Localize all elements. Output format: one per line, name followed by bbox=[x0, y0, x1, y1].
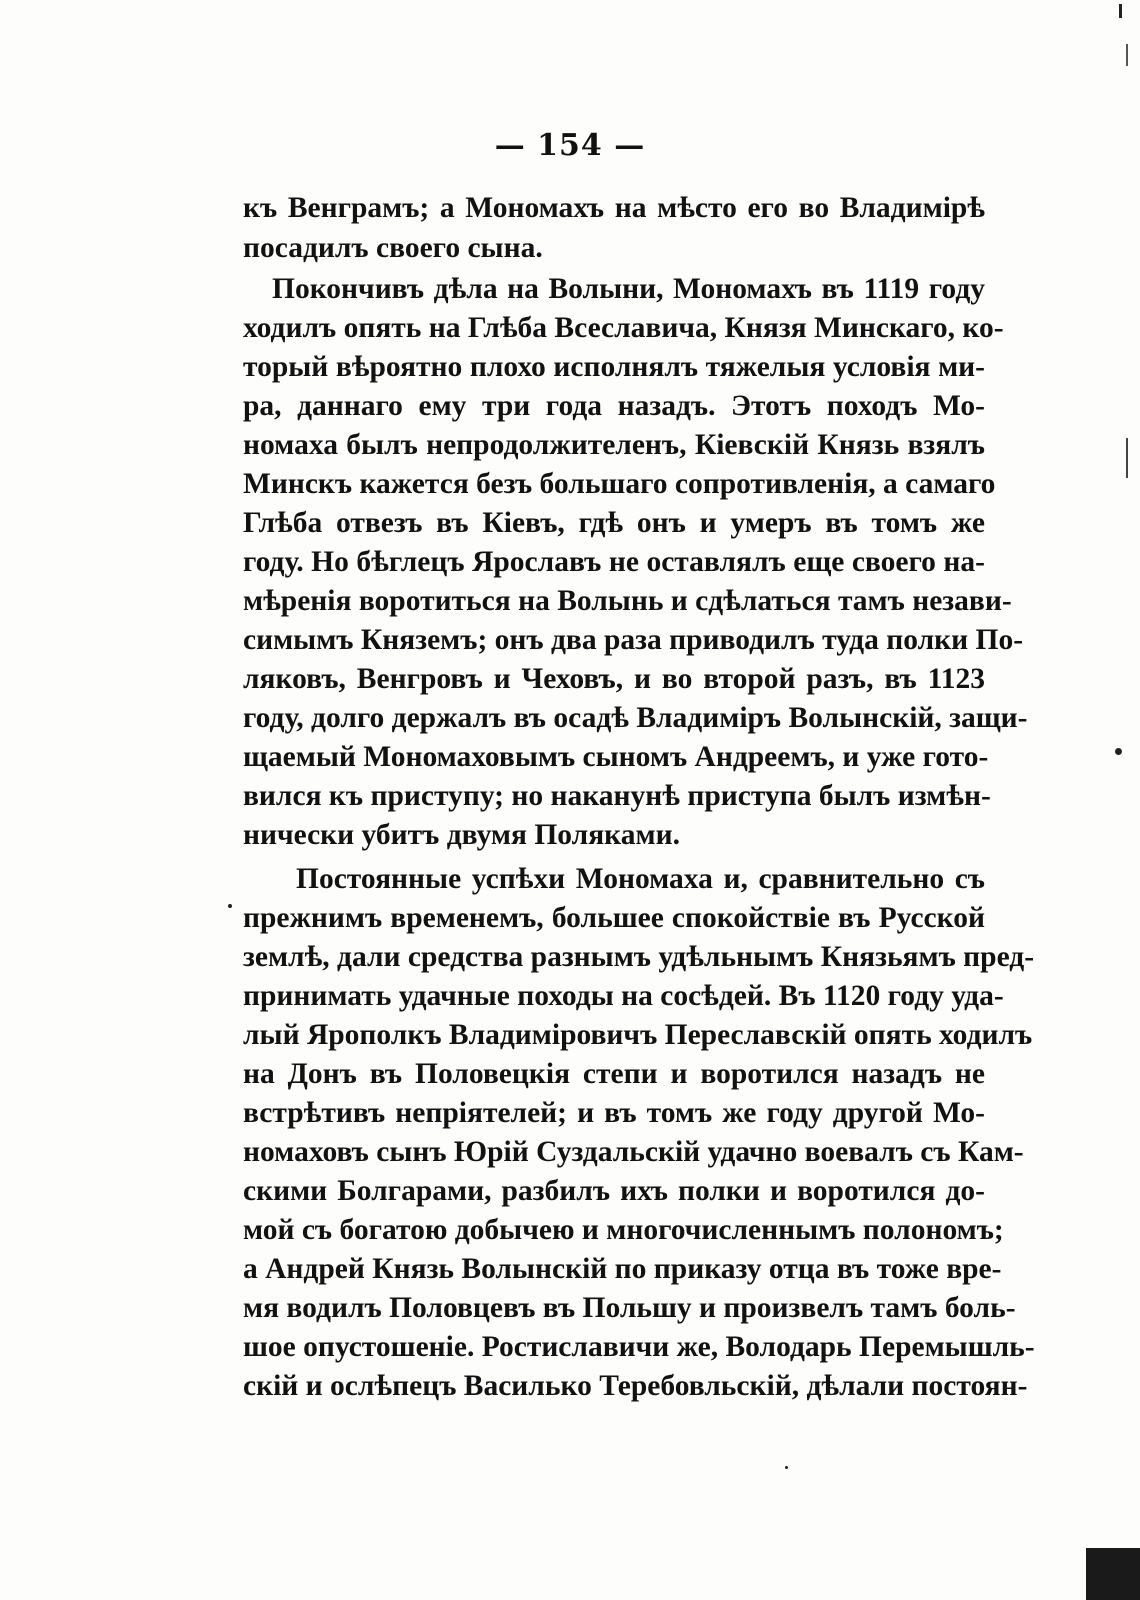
text-line: торый вѣроятно плохо исполнялъ тяжелыя условія ми- bbox=[243, 351, 985, 383]
scan-mark bbox=[1126, 438, 1128, 478]
scan-mark bbox=[1086, 1548, 1140, 1600]
text-line: лый Ярополкъ Владиміровичъ Переславскій опять ходилъ bbox=[243, 1019, 1033, 1051]
text-line: номаховъ сынъ Юрій Суздальскій удачно воевалъ съ Кам- bbox=[243, 1136, 1024, 1168]
text-line: щаемый Мономаховымъ сыномъ Андреемъ, и уже гото- bbox=[243, 741, 989, 773]
scan-mark bbox=[228, 904, 232, 908]
scan-mark bbox=[1115, 748, 1122, 755]
text-line: прежнимъ временемъ, большее спокойствіе въ Русской bbox=[243, 902, 985, 934]
text-line: встрѣтивъ непріятелей; и въ томъ же году другой Мо- bbox=[243, 1097, 985, 1129]
text-line: землѣ, дали средства разнымъ удѣльнымъ Князьямъ пред- bbox=[243, 941, 1035, 973]
text-line: вился къ приступу; но наканунѣ приступа былъ измѣн- bbox=[243, 780, 991, 812]
paragraph-start-line: Покончивъ дѣла на Волыни, Мономахъ въ 1119 году bbox=[272, 273, 985, 305]
text-line: а Андрей Князь Волынскій по приказу отца въ тоже вре- bbox=[243, 1253, 1002, 1285]
text-line: скими Болгарами, разбилъ ихъ полки и воротился до- bbox=[243, 1175, 985, 1207]
paragraph-start-line: Постоянные успѣхи Мономаха и, сравнительно съ bbox=[296, 863, 985, 895]
text-line: принимать удачные походы на сосѣдей. Въ 1120 году уда- bbox=[243, 980, 1004, 1012]
text-line: ходилъ опять на Глѣба Всеславича, Князя Минскаго, ко- bbox=[243, 312, 1004, 344]
scan-mark bbox=[1126, 44, 1128, 66]
text-line: мя водилъ Половцевъ въ Польшу и произвелъ тамъ боль- bbox=[243, 1292, 1016, 1324]
text-line: году, долго держалъ въ осадѣ Владиміръ Волынскій, защи- bbox=[243, 702, 1028, 734]
text-line: ра, даннаго ему три года назадъ. Этотъ походъ Мо- bbox=[243, 390, 985, 422]
text-line: симымъ Княземъ; онъ два раза приводилъ туда полки По- bbox=[243, 624, 1024, 656]
text-line: къ Венграмъ; а Мономахъ на мѣсто его во Владимірѣ bbox=[243, 192, 985, 224]
text-line: шое опустошеніе. Ростиславичи же, Володарь Перемышль- bbox=[243, 1331, 1035, 1363]
text-line: году. Но бѣглецъ Ярославъ не оставлялъ еще своего на- bbox=[243, 546, 985, 578]
text-line: Минскъ кажется безъ большаго сопротивленія, а самаго bbox=[243, 468, 996, 500]
scan-mark bbox=[785, 1466, 788, 1469]
text-line: нически убитъ двумя Поляками. bbox=[243, 819, 680, 851]
text-line: мой съ богатою добычею и многочисленнымъ полономъ; bbox=[243, 1214, 1004, 1246]
text-line: посадилъ своего сына. bbox=[243, 232, 543, 264]
text-line: на Донъ въ Половецкія степи и воротился назадъ не bbox=[243, 1058, 985, 1090]
text-line: Глѣба отвезъ въ Кіевъ, гдѣ онъ и умеръ въ томъ же bbox=[243, 507, 985, 539]
page-number: — 154 — bbox=[494, 128, 646, 163]
text-line: ляковъ, Венгровъ и Чеховъ, и во второй разъ, въ 1123 bbox=[243, 663, 985, 695]
text-line: номаха былъ непродолжителенъ, Кіевскій Князь взялъ bbox=[243, 429, 985, 461]
scan-mark bbox=[1119, 4, 1122, 18]
text-line: скій и ослѣпецъ Василько Теребовльскій, дѣлали постоян- bbox=[243, 1370, 1028, 1402]
text-line: мѣренія воротиться на Волынь и сдѣлаться тамъ незави- bbox=[243, 585, 1012, 617]
